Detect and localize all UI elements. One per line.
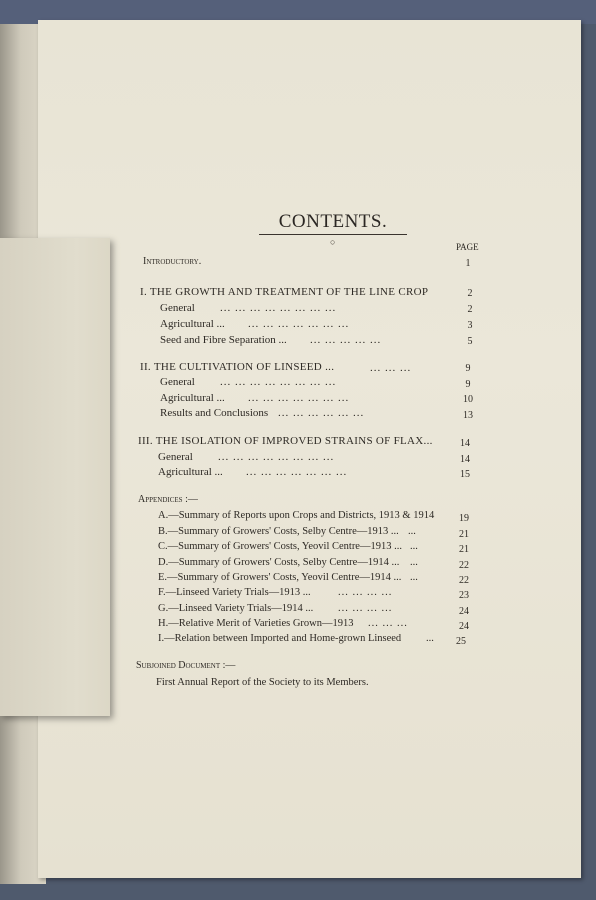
appendices-heading: Appendices :—	[138, 494, 198, 505]
toc-leader-dots: ... ... ... ... ... ... ...	[248, 392, 350, 404]
toc-item-page: 10	[463, 394, 473, 405]
toc-leader-dots: ... ... ... ... ... ... ...	[248, 318, 350, 330]
introductory-page: 1	[465, 258, 471, 269]
page-column-header: PAGE	[456, 242, 479, 252]
appendix-item: A.—Summary of Reports upon Crops and Districts, 1913 & 1914	[158, 510, 435, 521]
appendix-item: B.—Summary of Growers' Costs, Selby Centre—1913 ...	[158, 526, 399, 537]
toc-item-label: General	[158, 451, 193, 463]
section-heading: II. THE CULTIVATION OF LINSEED ...	[140, 361, 335, 373]
subjoined-text: First Annual Report of the Society to its Members.	[156, 677, 369, 688]
subjoined-heading: Subjoined Document :—	[136, 660, 236, 671]
toc-item-label: General	[160, 376, 195, 388]
appendix-item: H.—Relative Merit of Varieties Grown—1913	[158, 618, 354, 629]
toc-leader-dots: ...	[410, 572, 418, 583]
folded-page-flap	[0, 238, 110, 716]
introductory-label: Introductory.	[143, 256, 202, 267]
toc-item-page: 13	[463, 410, 473, 421]
toc-leader-dots: ...	[426, 633, 434, 644]
toc-item-page: 14	[460, 454, 470, 465]
section-heading: III. THE ISOLATION OF IMPROVED STRAINS OF FLAX...	[138, 435, 433, 447]
appendix-item: F.—Linseed Variety Trials—1913 ...	[158, 587, 311, 598]
appendix-page: 24	[459, 606, 469, 617]
toc-item-page: 2	[467, 304, 473, 315]
appendix-page: 23	[459, 590, 469, 601]
toc-item-page: 3	[467, 320, 473, 331]
section-page: 9	[465, 363, 471, 374]
section-page: 2	[467, 288, 473, 299]
toc-leader-dots: ... ... ... ... ... ...	[278, 407, 365, 419]
toc-leader-dots: ... ... ... ... ... ... ... ...	[218, 451, 335, 463]
appendix-page: 19	[459, 513, 469, 524]
toc-item-page: 5	[467, 336, 473, 347]
toc-item-label: Agricultural ...	[160, 392, 225, 404]
toc-item-page: 9	[465, 379, 471, 390]
toc-item-label: Seed and Fibre Separation ...	[160, 334, 287, 346]
appendix-page: 22	[459, 575, 469, 586]
appendix-item: I.—Relation between Imported and Home-grown Linseed	[158, 633, 402, 644]
appendix-page: 24	[459, 621, 469, 632]
toc-leader-dots: ... ... ... ... ... ... ... ...	[220, 376, 337, 388]
toc-leader-dots: ... ... ... ...	[338, 587, 393, 598]
toc-leader-dots: ...	[408, 526, 416, 537]
toc-leader-dots: ... ... ... ... ... ... ...	[246, 466, 348, 478]
ornament-icon: ○	[330, 237, 336, 247]
appendix-item: G.—Linseed Variety Trials—1914 ...	[158, 603, 314, 614]
toc-leader-dots: ... ... ... ... ... ... ... ...	[220, 302, 337, 314]
toc-item-label: General	[160, 302, 195, 314]
appendix-item: E.—Summary of Growers' Costs, Yeovil Centre—1914 ...	[158, 572, 402, 583]
appendix-page: 25	[456, 636, 466, 647]
toc-leader-dots: ... ... ... ... ...	[310, 334, 382, 346]
section-heading: I. THE GROWTH AND TREATMENT OF THE LINE CROP	[140, 286, 429, 298]
toc-leader-dots: ...	[410, 557, 418, 568]
appendix-item: C.—Summary of Growers' Costs, Yeovil Centre—1913 ...	[158, 541, 402, 552]
toc-item-label: Agricultural ...	[160, 318, 225, 330]
appendix-page: 22	[459, 560, 469, 571]
toc-leader-dots: ... ... ...	[368, 618, 408, 629]
appendix-page: 21	[459, 544, 469, 555]
toc-leader-dots: ... ... ... ...	[338, 603, 393, 614]
toc-leader-dots: ... ... ...	[370, 362, 412, 374]
toc-leader-dots: ...	[410, 541, 418, 552]
section-page: 14	[460, 438, 470, 449]
appendix-page: 21	[459, 529, 469, 540]
toc-item-label: Agricultural ...	[158, 466, 223, 478]
title-rule	[259, 234, 407, 235]
toc-item-page: 15	[460, 469, 470, 480]
page-title: CONTENTS.	[278, 211, 388, 232]
contents-page	[38, 20, 581, 878]
appendix-item: D.—Summary of Growers' Costs, Selby Centre—1914 ...	[158, 557, 400, 568]
toc-item-label: Results and Conclusions	[160, 407, 269, 419]
